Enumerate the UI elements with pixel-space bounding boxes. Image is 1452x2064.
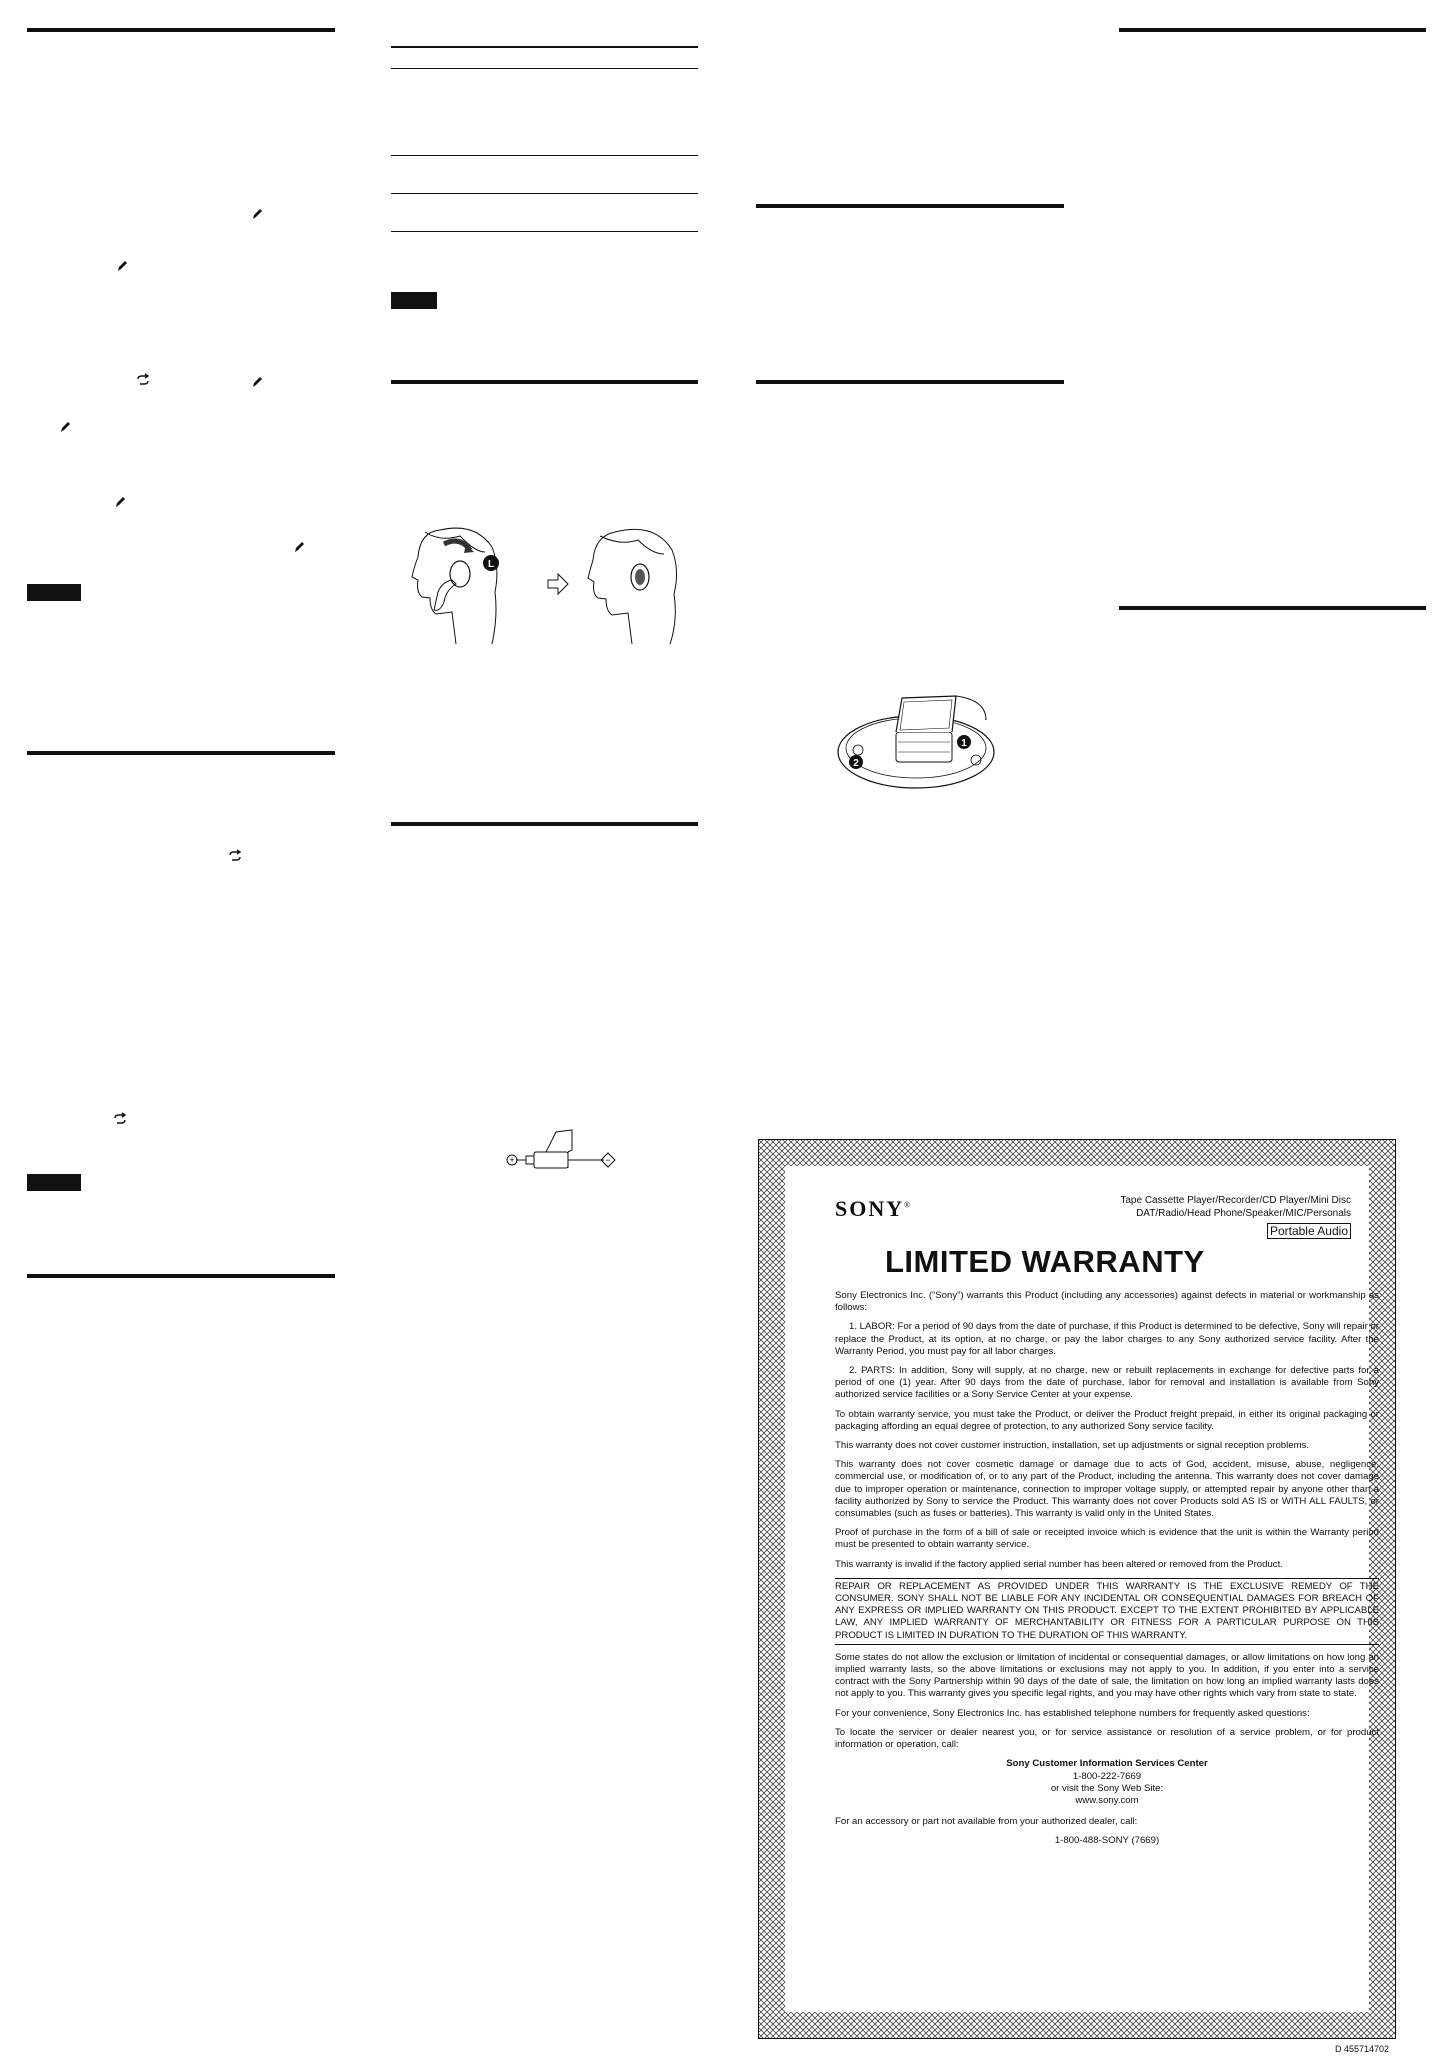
section-rule — [27, 1274, 335, 1278]
battery-illustration — [506, 1128, 618, 1184]
service-center-phone: 1-800-222-7669 — [1072, 1770, 1142, 1782]
serial-paragraph: This warranty is invalid if the factory applied serial number has been altered or removed from the Product. — [835, 1558, 1283, 1570]
intro-paragraph: Sony Electronics Inc. (“Sony”) warrants this Product (including any accessories) against defects in material or workmanship as follows: — [835, 1290, 1379, 1314]
pen-icon — [250, 207, 264, 221]
service-center-name: Sony Customer Information Services Center — [1006, 1758, 1208, 1770]
section-rule — [391, 380, 698, 384]
website-link[interactable]: www.sony.com — [1075, 1794, 1139, 1806]
ear-marker-label: L — [487, 559, 495, 570]
not-cover-paragraph: This warranty does not cover cosmetic damage or damage due to acts of God, accident, misuse, abuse, negligence, commercial use, or modification of, or to any part of the Product, including the antenna. This warranty does not cover damage due to improper operation or maintenance, connection to improper voltage supply, or attempted repair by anyone other than a facility authorized by Sony to service the Product. This warranty does not cover Products sold AS IS or WITH ALL FAULTS, or consumables (such as fuses or batteries). This warranty is valid only in the United States. — [835, 1459, 1379, 1520]
pen-icon — [113, 495, 127, 509]
note-tag — [391, 292, 437, 309]
warranty-body — [835, 1290, 1379, 1848]
exclusive-remedy-paragraph: REPAIR OR REPLACEMENT AS PROVIDED UNDER THIS WARRANTY IS THE EXCLUSIVE REMEDY OF THE CONSUMER. SONY SHALL NOT BE LIABLE FOR ANY INCIDENTAL OR CONSEQUENTIAL DAMAGES FOR BREACH OF ANY EXPRESS OR IMPLIED WARRANTY ON THIS PRODUCT. EXCEPT TO THE EXTENT PROHIBITED BY APPLICABLE LAW, ANY IMPLIED WARRANTY OF MERCHANTABILITY OR FITNESS FOR A PARTICULAR PURPOSE ON THIS PRODUCT IS LIMITED IN DURATION TO THE DURATION OF THIS WARRANTY. — [835, 1578, 1379, 1645]
table-rule — [391, 231, 698, 232]
sony-logo: SONY® — [835, 1196, 911, 1221]
pen-icon — [115, 259, 129, 273]
section-rule — [756, 204, 1064, 208]
table-rule — [391, 193, 698, 194]
locate-paragraph: To locate the servicer or dealer nearest you, or for service assistance or resolution of a service problem, or for product information or operation, call: — [835, 1726, 1379, 1751]
table-rule — [391, 68, 698, 69]
not-cover-paragraph: This warranty does not cover customer instruction, installation, set up adjustments or signal reception problems. — [835, 1440, 1310, 1452]
obtain-paragraph: To obtain warranty service, you must take the Product, or deliver the Product freight prepaid, in either its original packaging or packaging affording an equal degree of protection, to any authorized Sony service facility. — [835, 1408, 1379, 1432]
labor-paragraph: 1. LABOR: For a period of 90 days from the date of purchase, if this Product is determined to be defective, Sony will repair or replace the Product, at its option, at no charge, or pay the labor charges to any Sony authorized service facility. After the Warranty Period, you must pay for all labor charges. — [835, 1321, 1379, 1357]
warranty-content — [785, 1166, 1379, 2012]
note-tag — [27, 584, 81, 601]
battery-minus-label: − — [605, 1155, 611, 1165]
pen-icon — [58, 420, 72, 434]
states-paragraph: Some states do not allow the exclusion or limitation of incidental or consequential damages, or allow limitations on how long an implied warranty lasts, so the above limitations or exclusions may not apply to you. In addition, if you enter into a service contract with the Sony Partnership within 90 days of the date of sale, the limitation on how long an implied warranty lasts does not apply to you. This warranty gives you specific legal rights, and you may have other rights which vary from state to state. — [835, 1651, 1379, 1700]
product-categories: Tape Cassette Player/Recorder/CD Player/Mini Disc DAT/Radio/Head Phone/Speaker/MIC/Personals — [1120, 1195, 1351, 1219]
section-rule — [756, 380, 1064, 384]
accessory-phone: 1-800-488-SONY (7669) — [1054, 1835, 1160, 1847]
accessory-paragraph: For an accessory or part not available from your authorized dealer, call: — [835, 1816, 1138, 1828]
section-rule — [391, 822, 698, 826]
section-rule — [1119, 606, 1426, 610]
pen-icon — [250, 375, 264, 389]
earphone-wearing-illustration — [400, 522, 710, 647]
document-code: D 455714702 — [1335, 2044, 1390, 2054]
visit-text: or visit the Sony Web Site: — [1050, 1782, 1164, 1794]
limited-warranty-card — [758, 1139, 1396, 2039]
section-rule — [27, 28, 335, 32]
repeat-icon — [228, 849, 242, 863]
step-1-label: 1 — [961, 738, 967, 749]
warranty-title: LIMITED WARRANTY — [885, 1244, 1205, 1279]
section-rule — [1119, 28, 1426, 32]
table-rule — [391, 155, 698, 156]
section-rule — [27, 751, 335, 755]
battery-compartment-illustration — [836, 690, 1006, 800]
parts-paragraph: 2. PARTS: In addition, Sony will supply, at no charge, new or rebuilt replacements in exchange for defective parts for a period of one (1) year. After 90 days from the date of purchase, labor for removal and installation is available from Sony authorized service facilities or a Sony Service Center at your expense. — [835, 1365, 1379, 1401]
step-2-label: 2 — [853, 758, 859, 769]
note-tag — [27, 1174, 81, 1191]
repeat-icon — [136, 373, 150, 387]
pen-icon — [292, 540, 306, 554]
battery-plus-label: + — [509, 1155, 515, 1165]
convenience-paragraph: For your convenience, Sony Electronics Inc. has established telephone numbers for frequently asked questions: — [835, 1707, 1310, 1719]
category-box: Portable Audio — [1267, 1223, 1351, 1239]
proof-paragraph: Proof of purchase in the form of a bill of sale or receipted invoice which is evidence that the unit is within the Warranty period must be presented to obtain warranty service. — [835, 1527, 1379, 1551]
repeat-icon — [113, 1112, 127, 1126]
table-rule — [391, 46, 698, 48]
